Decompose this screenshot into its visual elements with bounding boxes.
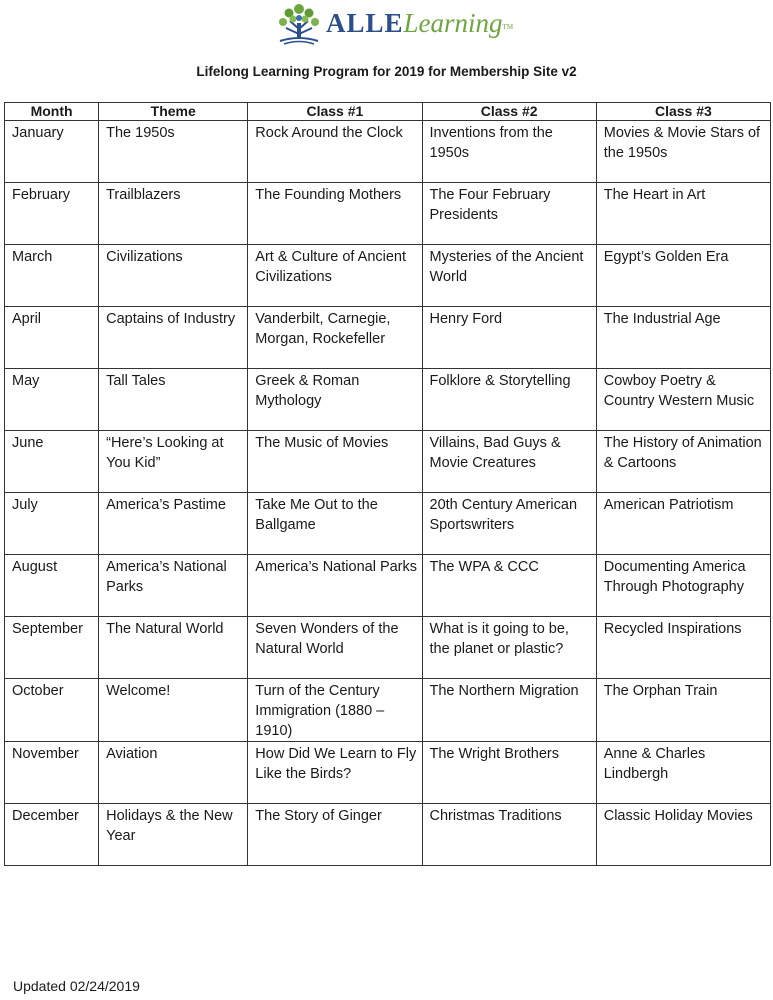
cell-class-3: Movies & Movie Stars of the 1950s: [596, 121, 770, 183]
program-table: [4, 102, 771, 866]
cell-class-1: Art & Culture of Ancient Civilizations: [248, 245, 422, 307]
cell-month: June: [5, 431, 99, 493]
table-row: [5, 369, 771, 431]
logo-learning-text: Learning: [403, 8, 503, 38]
cell-month: February: [5, 183, 99, 245]
logo-wordmark: [326, 8, 513, 38]
cell-month: August: [5, 555, 99, 617]
cell-theme: America’s Pastime: [99, 493, 248, 555]
cell-class-2: The Four February Presidents: [422, 183, 596, 245]
cell-theme: “Here’s Looking at You Kid”: [99, 431, 248, 493]
cell-theme: Civilizations: [99, 245, 248, 307]
cell-class-2: Inventions from the 1950s: [422, 121, 596, 183]
cell-class-1: Vanderbilt, Carnegie, Morgan, Rockefeller: [248, 307, 422, 369]
header-class-2: Class #2: [422, 103, 596, 121]
header-class-1: Class #1: [248, 103, 422, 121]
cell-class-3: Anne & Charles Lindbergh: [596, 742, 770, 804]
logo-trademark: TM: [502, 23, 514, 31]
table-row: [5, 555, 771, 617]
cell-class-1: How Did We Learn to Fly Like the Birds?: [248, 742, 422, 804]
cell-class-2: The WPA & CCC: [422, 555, 596, 617]
cell-month: May: [5, 369, 99, 431]
table-header-row: [5, 103, 771, 121]
table-row: [5, 121, 771, 183]
cell-class-3: American Patriotism: [596, 493, 770, 555]
cell-class-2: Henry Ford: [422, 307, 596, 369]
cell-class-1: Greek & Roman Mythology: [248, 369, 422, 431]
logo-alle-text: ALLE: [326, 8, 404, 38]
cell-class-3: Cowboy Poetry & Country Western Music: [596, 369, 770, 431]
cell-class-2: What is it going to be, the planet or plastic?: [422, 617, 596, 679]
cell-class-3: The Industrial Age: [596, 307, 770, 369]
table-row: [5, 183, 771, 245]
cell-class-1: Seven Wonders of the Natural World: [248, 617, 422, 679]
cell-class-1: The Founding Mothers: [248, 183, 422, 245]
cell-theme: Holidays & the New Year: [99, 804, 248, 866]
cell-month: September: [5, 617, 99, 679]
table-row: [5, 679, 771, 742]
table-row: [5, 804, 771, 866]
table-row: [5, 307, 771, 369]
cell-theme: The Natural World: [99, 617, 248, 679]
cell-class-3: The History of Animation & Cartoons: [596, 431, 770, 493]
cell-month: March: [5, 245, 99, 307]
tree-logo-icon: [276, 1, 322, 45]
header-theme: Theme: [99, 103, 248, 121]
cell-month: January: [5, 121, 99, 183]
table-row: [5, 617, 771, 679]
cell-class-2: 20th Century American Sportswriters: [422, 493, 596, 555]
cell-class-3: Egypt’s Golden Era: [596, 245, 770, 307]
cell-class-2: Christmas Traditions: [422, 804, 596, 866]
cell-class-1: Turn of the Century Immigration (1880 – 1910): [248, 679, 422, 742]
cell-class-3: Classic Holiday Movies: [596, 804, 770, 866]
table-row: [5, 431, 771, 493]
cell-class-1: Rock Around the Clock: [248, 121, 422, 183]
cell-class-2: The Wright Brothers: [422, 742, 596, 804]
cell-class-2: Villains, Bad Guys & Movie Creatures: [422, 431, 596, 493]
cell-class-2: The Northern Migration: [422, 679, 596, 742]
cell-class-3: Documenting America Through Photography: [596, 555, 770, 617]
table-row: [5, 493, 771, 555]
cell-theme: Trailblazers: [99, 183, 248, 245]
table-row: [5, 742, 771, 804]
cell-class-2: Mysteries of the Ancient World: [422, 245, 596, 307]
cell-month: October: [5, 679, 99, 742]
cell-theme: Aviation: [99, 742, 248, 804]
cell-class-1: America’s National Parks: [248, 555, 422, 617]
cell-class-3: The Orphan Train: [596, 679, 770, 742]
table-row: [5, 245, 771, 307]
cell-class-1: The Story of Ginger: [248, 804, 422, 866]
cell-month: November: [5, 742, 99, 804]
updated-date: Updated 02/24/2019: [13, 978, 140, 994]
cell-class-2: Folklore & Storytelling: [422, 369, 596, 431]
header-month: Month: [5, 103, 99, 121]
cell-class-3: The Heart in Art: [596, 183, 770, 245]
cell-theme: The 1950s: [99, 121, 248, 183]
cell-theme: America’s National Parks: [99, 555, 248, 617]
cell-month: April: [5, 307, 99, 369]
cell-theme: Captains of Industry: [99, 307, 248, 369]
cell-month: July: [5, 493, 99, 555]
cell-month: December: [5, 804, 99, 866]
cell-theme: Welcome!: [99, 679, 248, 742]
cell-class-3: Recycled Inspirations: [596, 617, 770, 679]
header-class-3: Class #3: [596, 103, 770, 121]
page-title: Lifelong Learning Program for 2019 for Membership Site v2: [196, 64, 577, 79]
cell-class-1: The Music of Movies: [248, 431, 422, 493]
alle-learning-logo: [276, 1, 513, 45]
cell-theme: Tall Tales: [99, 369, 248, 431]
cell-class-1: Take Me Out to the Ballgame: [248, 493, 422, 555]
